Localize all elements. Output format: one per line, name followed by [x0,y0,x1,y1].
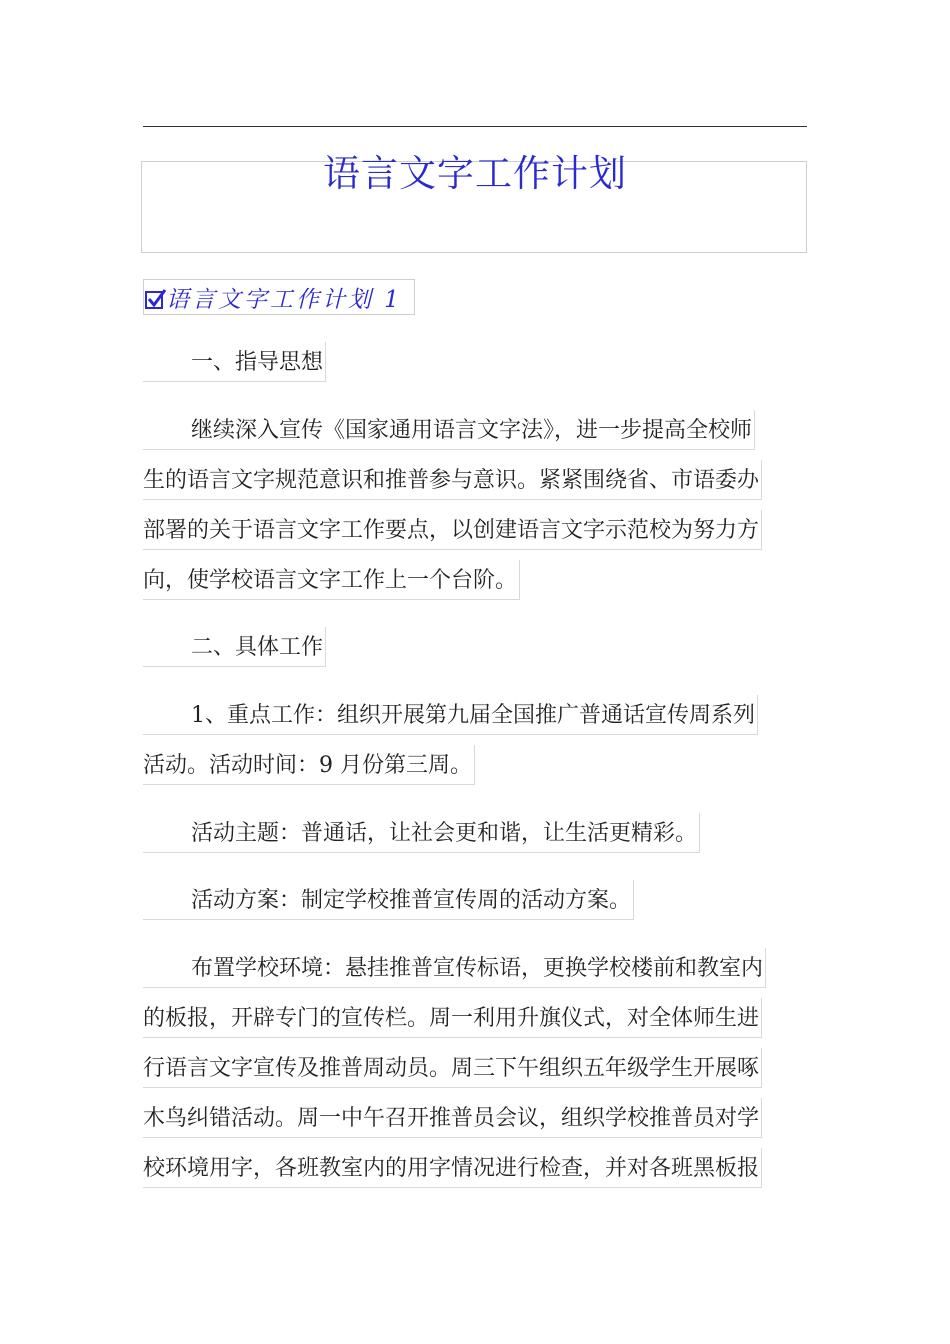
page-title: 语言文字工作计划 [323,152,627,195]
paragraph-line: 部署的关于语言文字工作要点，以创建语言文字示范校为努力方 [143,510,762,550]
paragraph-line: 活动方案：制定学校推普宣传周的活动方案。 [143,880,634,920]
section-heading-text: 语言文字工作计划 1 [166,286,402,313]
paragraph-line: 布置学校环境：悬挂推普宣传标语，更换学校楼前和教室内 [143,948,766,988]
paragraph-line: 木鸟纠错活动。周一中午召开推普员会议，组织学校推普员对学 [143,1098,762,1138]
top-rule [143,126,807,127]
paragraph-line: 活动主题：普通话，让社会更和谐，让生活更精彩。 [143,813,700,853]
paragraph-line: 继续深入宣传《国家通用语言文字法》，进一步提高全校师 [143,410,755,450]
paragraph-line: 生的语言文字规范意识和推普参与意识。紧紧围绕省、市语委办 [143,460,762,500]
paragraph-line: 的板报，开辟专门的宣传栏。周一利用升旗仪式，对全体师生进 [143,998,762,1038]
paragraph-line: 活动。活动时间：9 月份第三周。 [143,745,475,785]
heading-guiding-thought: 一、指导思想 [143,342,326,382]
paragraph-line: 校环境用字，各班教室内的用字情况进行检查，并对各班黑板报 [143,1148,762,1188]
paragraph-line: 行语言文字宣传及推普周动员。周三下午组织五年级学生开展啄 [143,1048,762,1088]
checked-box-icon [145,291,163,309]
paragraph-line: 1、重点工作：组织开展第九届全国推广普通话宣传周系列 [143,695,758,735]
paragraph-line: 向，使学校语言文字工作上一个台阶。 [143,560,520,600]
section-heading [143,279,415,315]
heading-specific-work: 二、具体工作 [143,627,326,667]
